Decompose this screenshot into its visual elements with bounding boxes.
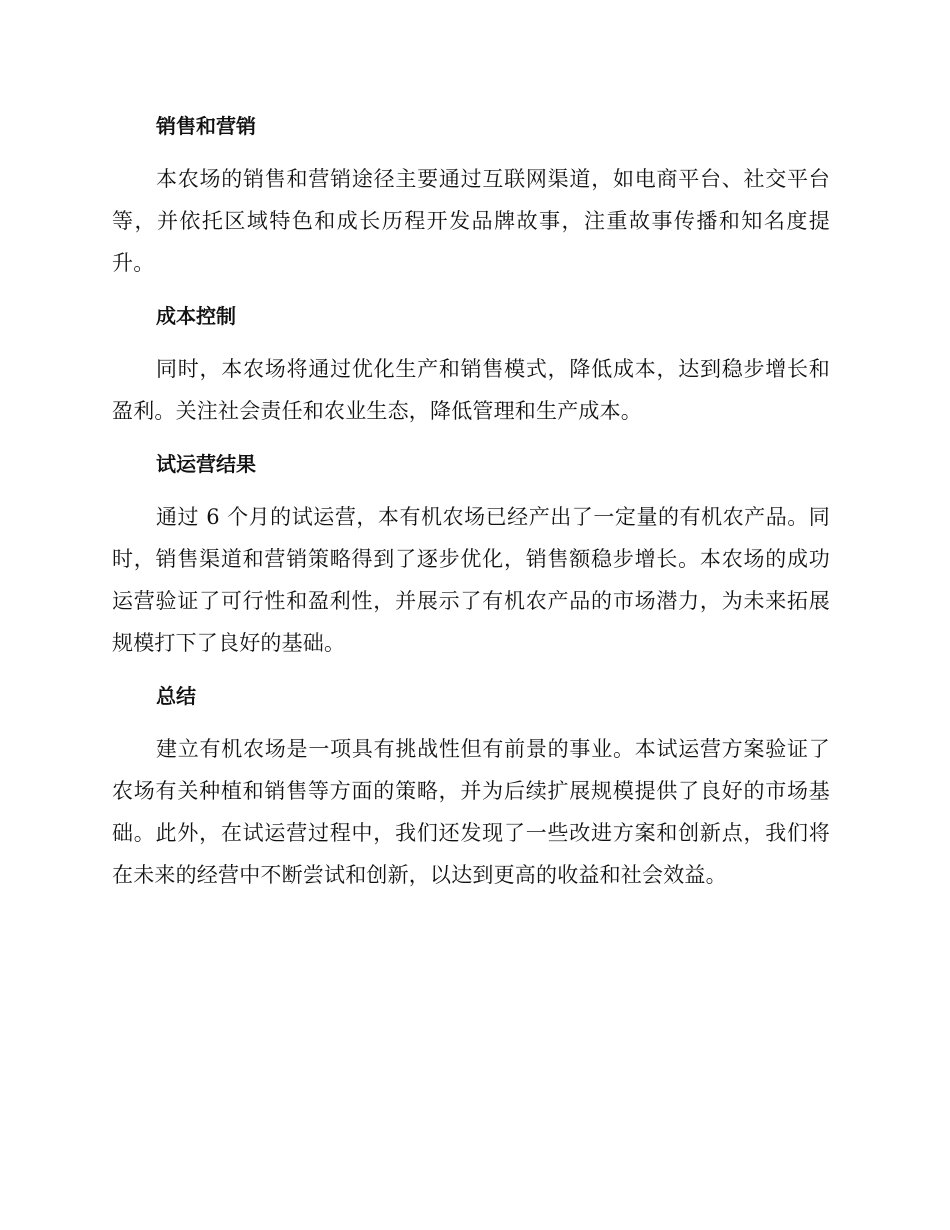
section-paragraph: 建立有机农场是一项具有挑战性但有前景的事业。本试运营方案验证了农场有关种植和销售等方面的策略，并为后续扩展规模提供了良好的市场基础。此外，在试运营过程中，我们还发现了一些改进方案和创新点，我们将在未来的经营中不断尝试和创新，以达到更高的收益和社会效益。	[112, 737, 830, 887]
section-paragraph: 通过 6 个月的试运营，本有机农场已经产出了一定量的有机农产品。同时，销售渠道和营销策略得到了逐步优化，销售额稳步增长。本农场的成功运营验证了可行性和盈利性，并展示了有机农产品的市场潜力，为未来拓展规模打下了良好的基础。	[112, 505, 830, 655]
section-trial-results	[112, 444, 830, 664]
section-sales-marketing	[112, 106, 830, 284]
section-heading: 试运营结果	[156, 452, 256, 476]
section-heading: 总结	[156, 684, 196, 708]
section-summary	[112, 676, 830, 896]
section-paragraph: 本农场的销售和营销途径主要通过互联网渠道，如电商平台、社交平台等，并依托区域特色和成长历程开发品牌故事，注重故事传播和知名度提升。	[112, 167, 830, 275]
section-heading: 销售和营销	[156, 114, 256, 138]
section-paragraph: 同时，本农场将通过优化生产和销售模式，降低成本，达到稳步增长和盈利。关注社会责任和农业生态，降低管理和生产成本。	[112, 357, 830, 423]
document-page	[112, 106, 830, 908]
section-heading: 成本控制	[156, 304, 236, 328]
section-cost-control	[112, 296, 830, 432]
